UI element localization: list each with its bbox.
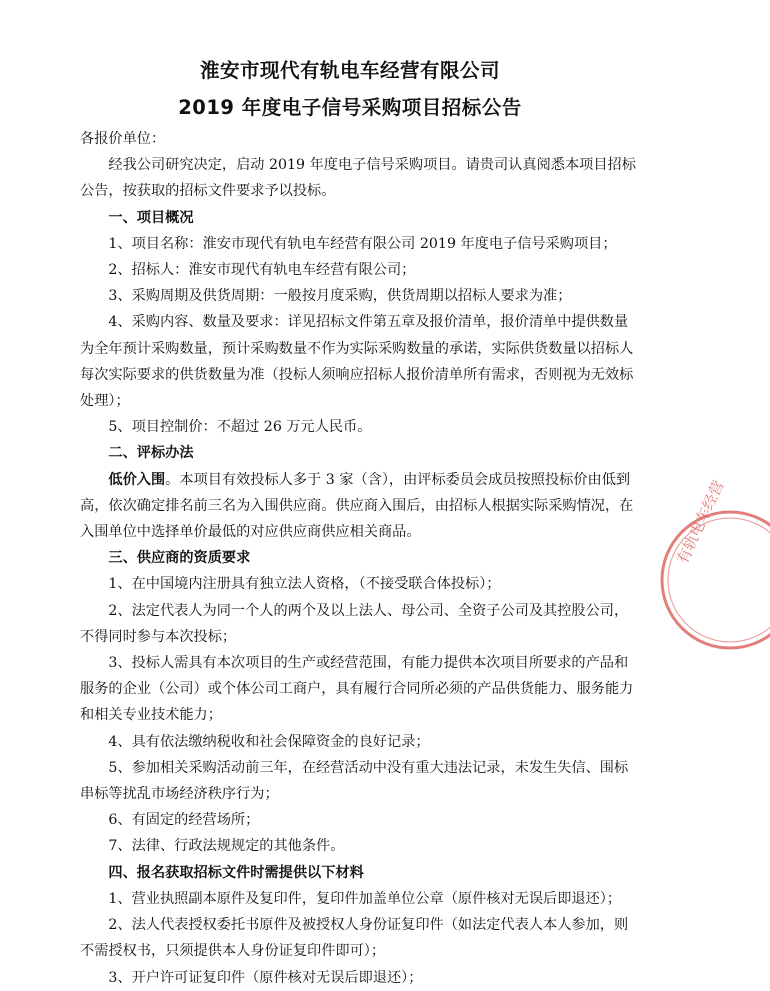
section-3-item: 1、在中国境内注册具有独立法人资格，（不接受联合体投标）；: [108, 576, 501, 593]
section-2-paragraph: [80, 467, 640, 546]
salutation: 各报价单位：: [80, 131, 166, 147]
section-2-text: 。本项目有效投标人多于 3 家（含），由评标委员会成员按照投标价由低到高，依次确定排名前三名为入围供应商。供应商入围后，由招标人根据实际采购情况，在入围单位中选择单价最低的对应供应商供应相关商品。: [80, 471, 634, 541]
section-4-item: 2、法人代表授权委托书原件及被授权人身份证复印件（如法定代表人本人参加，则不需授权书，只须提供本人身份证复印件即可）；: [80, 917, 629, 960]
section-1-item: 4、采购内容、数量及要求：详见招标文件第五章及报价清单，报价清单中提供数量为全年预计采购数量，预计采购数量不作为实际采购数量的承诺，实际供货数量以招标人每次实际要求的供货数量为准（投标人须响应招标人报价清单所有需求，否则视为无效标处理）；: [80, 314, 634, 410]
section-1-item: 2、招标人：淮安市现代有轨电车经营有限公司；: [108, 262, 416, 279]
section-1-heading: 一、项目概况: [108, 209, 194, 226]
section-3-item: 2、法定代表人为同一个人的两个及以上法人、母公司、全资子公司及其控股公司，不得同时参与本次投标；: [80, 602, 629, 645]
section-1-item: 1、项目名称：淮安市现代有轨电车经营有限公司 2019 年度电子信号采购项目；: [108, 235, 617, 252]
intro-paragraph: 经我公司研究决定，启动 2019 年度电子信号采购项目。请贵司认真阅悉本项目招标公告，按获取的招标文件要求予以投标。: [80, 157, 636, 200]
section-3-item: 3、投标人需具有本次项目的生产或经营范围，有能力提供本次项目所要求的产品和服务的企业（公司）或个体公司工商户，具有履行合同所必须的产品供货能力、服务能力和相关专业技术能力；: [80, 655, 634, 724]
section-4-heading: 四、报名获取招标文件时需提供以下材料: [108, 864, 364, 881]
document-body: [80, 126, 640, 991]
section-4-item: 3、开户许可证复印件（原件核对无误后即退还）；: [108, 969, 423, 986]
title-line-2: 2019 年度电子信号采购项目招标公告: [178, 96, 522, 119]
section-3-heading: 三、供应商的资质要求: [108, 550, 251, 567]
title-line-1: 淮安市现代有轨电车经营有限公司: [199, 59, 500, 82]
section-3-item: 7、法律、行政法规规定的其他条件。: [108, 838, 345, 855]
section-2-lead: 低价入围: [108, 471, 166, 488]
section-3-item: 6、有固定的经营场所；: [108, 812, 260, 829]
section-2-heading: 二、评标办法: [108, 445, 194, 462]
svg-text:有轨电车经营: 有轨电车经营: [673, 477, 728, 567]
section-1-item: 3、采购周期及供货周期：一般按月度采购，供货周期以招标人要求为准；: [108, 288, 572, 305]
section-4-item: 1、营业执照副本原件及复印件，复印件加盖单位公章（原件核对无误后即退还）；: [108, 890, 622, 907]
section-3-item: 5、参加相关采购活动前三年，在经营活动中没有重大违法记录，未发生失信、围标串标等扰乱市场经济秩序行为；: [80, 759, 629, 803]
company-seal-stamp: [650, 477, 770, 655]
section-1-item: 5、项目控制价：不超过 26 万元人民币。: [108, 419, 372, 436]
section-3-item: 4、具有依法缴纳税收和社会保障资金的良好记录；: [108, 733, 430, 750]
